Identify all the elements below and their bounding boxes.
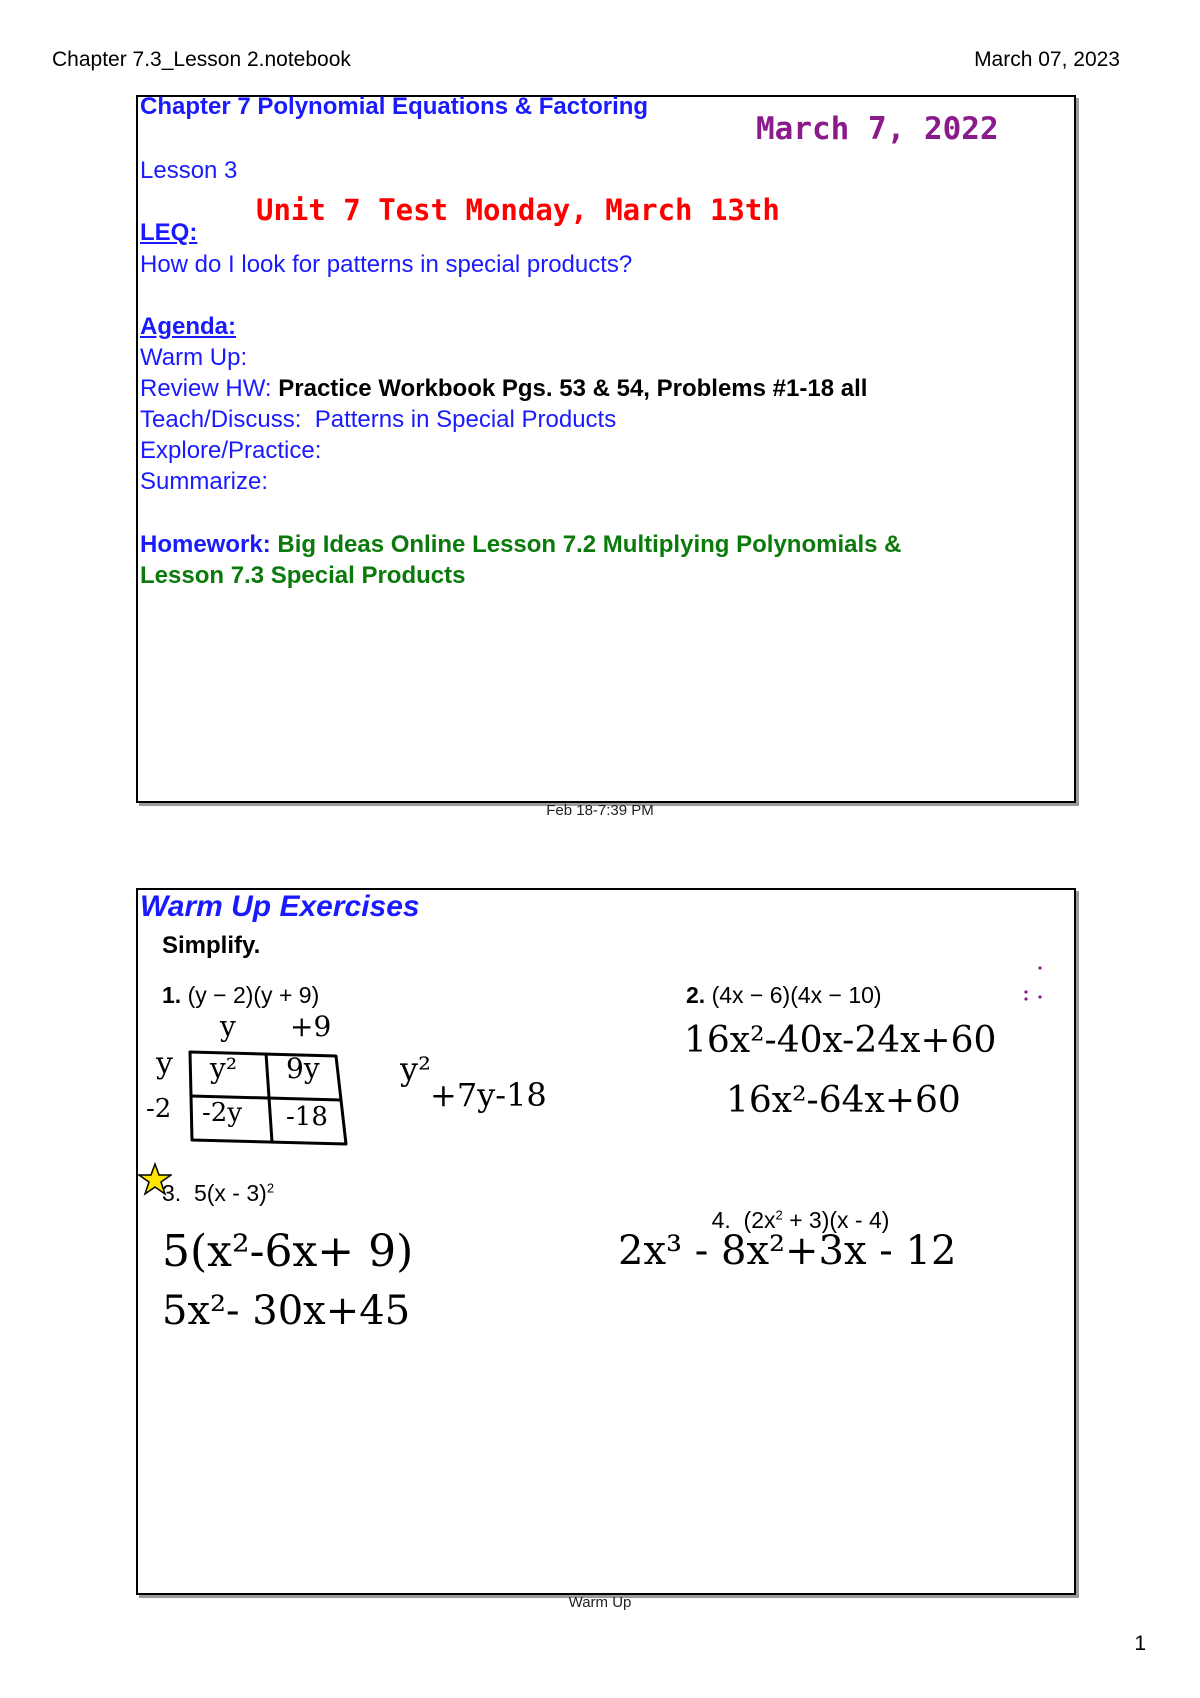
answer-2-line-1: 16x²-40x-24x+60: [684, 1020, 997, 1061]
lesson-label: Lesson 3: [140, 157, 238, 184]
problem-2-expression: (4x − 6)(4x − 10): [711, 982, 882, 1008]
header-date: March 07, 2023: [974, 48, 1120, 71]
problem-2-number: 2.: [686, 982, 706, 1008]
box-col-2: +9: [290, 1010, 332, 1043]
answer-4-line-1: 2x³ - 8x²+3x - 12: [618, 1228, 957, 1274]
homework-line1: Big Ideas Online Lesson 7.2 Multiplying Polynomials &: [277, 531, 902, 558]
slide-lesson-agenda: [136, 95, 1076, 803]
problem-3-exponent: 2: [266, 1180, 275, 1196]
box-cell-b: 9y: [286, 1052, 320, 1085]
box-row-1: y: [156, 1046, 173, 1081]
answer-1-a: y²: [400, 1050, 431, 1088]
page-number: 1: [1134, 1632, 1146, 1655]
answer-3-line-1: 5(x²-6x+ 9): [162, 1226, 414, 1277]
box-row-2: -2: [146, 1094, 172, 1124]
slide1-caption: Feb 18-7:39 PM: [546, 802, 654, 819]
answer-1-b: +7y-18: [430, 1076, 547, 1114]
box-col-1: y: [220, 1010, 236, 1043]
problem-1: [162, 982, 319, 1009]
simplify-instruction: Simplify.: [162, 932, 261, 959]
box-cell-c: -2y: [202, 1098, 243, 1128]
homework: [140, 531, 901, 559]
problem-4-part-b: + 3)(x - 4): [782, 1207, 890, 1233]
leq-label: LEQ:: [140, 219, 198, 246]
agenda-review-hw: [140, 375, 867, 403]
problem-4-number: 4.: [711, 1207, 731, 1233]
slide2-caption: Warm Up: [568, 1594, 632, 1611]
answer-2-line-2: 16x²-64x+60: [726, 1080, 961, 1121]
file-name: Chapter 7.3_Lesson 2.notebook: [52, 48, 351, 71]
problem-4-part-a: (2x: [743, 1207, 776, 1233]
chapter-title: Chapter 7 Polynomial Equations & Factoring: [140, 93, 649, 120]
test-note: Unit 7 Test Monday, March 13th: [256, 193, 780, 227]
box-cell-a: y²: [210, 1052, 238, 1085]
answer-3-line-2: 5x²- 30x+45: [162, 1288, 411, 1334]
agenda-teach: Teach/Discuss: Patterns in Special Products: [140, 406, 617, 433]
agenda-explore: Explore/Practice:: [140, 437, 322, 464]
homework-label: Homework:: [140, 531, 271, 558]
slide-warm-up: [136, 888, 1076, 1595]
date-note: March 7, 2022: [756, 111, 999, 147]
agenda-summarize: Summarize:: [140, 468, 269, 495]
problem-3-number: 3.: [162, 1180, 182, 1206]
homework-line2: Lesson 7.3 Special Products: [140, 562, 466, 589]
problem-2: [686, 982, 882, 1009]
agenda-warm-up: Warm Up:: [140, 344, 248, 371]
problem-1-expression: (y − 2)(y + 9): [187, 982, 320, 1008]
problem-3-base: 5(x - 3): [193, 1180, 267, 1206]
problem-4-exponent: 2: [775, 1207, 783, 1223]
warm-up-title: Warm Up Exercises: [140, 890, 420, 923]
review-value: Practice Workbook Pgs. 53 & 54, Problems #1-18 all: [278, 375, 868, 402]
problem-3: [162, 1180, 274, 1207]
stray-marks: [1018, 962, 1058, 1012]
review-label: Review HW:: [140, 375, 272, 402]
leq-question: How do I look for patterns in special products?: [140, 251, 633, 278]
box-cell-d: -18: [286, 1102, 328, 1132]
problem-1-number: 1.: [162, 982, 182, 1008]
agenda-label: Agenda:: [140, 313, 236, 340]
